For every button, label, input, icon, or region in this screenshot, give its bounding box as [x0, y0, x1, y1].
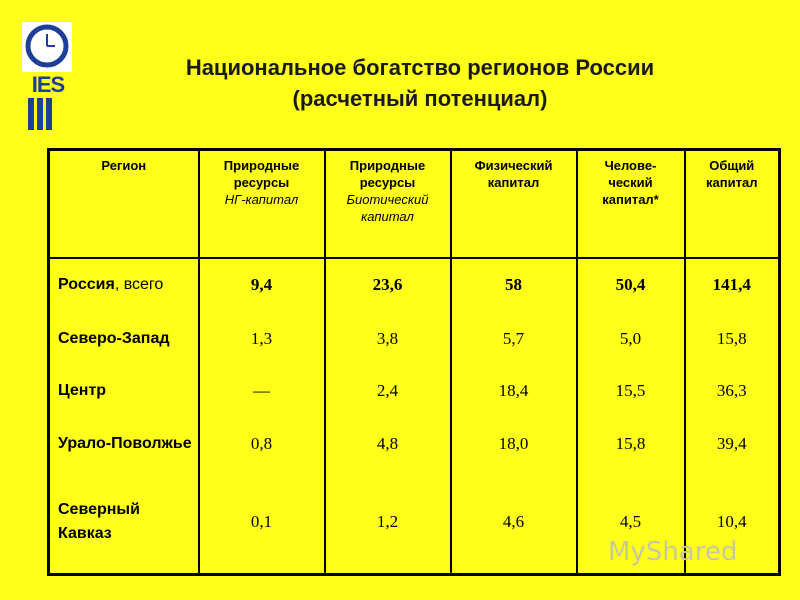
- header-physical: Физический капитал: [451, 150, 577, 258]
- header-region: Регион: [49, 150, 199, 258]
- value-cell: 10,4: [685, 470, 780, 574]
- page-title: [110, 52, 730, 114]
- value-cell: 4,8: [325, 418, 451, 471]
- region-cell: Центр: [58, 382, 107, 400]
- value-cell: 4,6: [451, 470, 577, 574]
- value-cell: 23,6: [325, 258, 451, 313]
- region-cell: Северо-Запад: [58, 329, 170, 347]
- watermark: MyShared: [608, 537, 738, 567]
- value-cell: 15,8: [685, 312, 780, 365]
- table-header-row: [49, 150, 780, 258]
- value-cell: 9,4: [199, 258, 325, 313]
- table-row: [49, 418, 780, 471]
- value-cell: 4,5: [577, 470, 685, 574]
- title-line-2: (расчетный потенциал): [292, 86, 548, 111]
- value-cell: 58: [451, 258, 577, 313]
- value-cell: 39,4: [685, 418, 780, 471]
- value-cell: 0,1: [199, 470, 325, 574]
- value-cell: 3,8: [325, 312, 451, 365]
- value-cell: 0,8: [199, 418, 325, 471]
- table-row: [49, 258, 780, 313]
- value-cell: 18,0: [451, 418, 577, 471]
- value-cell: 5,7: [451, 312, 577, 365]
- table-row: [49, 365, 780, 418]
- value-cell: 5,0: [577, 312, 685, 365]
- title-line-1: Национальное богатство регионов России: [185, 55, 655, 80]
- value-cell: 15,8: [577, 418, 685, 471]
- value-cell: 18,4: [451, 365, 577, 418]
- region-cell: Россия, всего: [58, 276, 164, 294]
- table-row: [49, 312, 780, 365]
- header-natural-bio: Природные ресурсы Биотический капитал: [325, 150, 451, 258]
- region-cell: Северный Кавказ: [58, 500, 140, 542]
- value-cell: 50,4: [577, 258, 685, 313]
- value-cell: 15,5: [577, 365, 685, 418]
- header-total: Общий капитал: [685, 150, 780, 258]
- wealth-table: [47, 148, 781, 576]
- value-cell: —: [199, 365, 325, 418]
- header-natural-ng: Природные ресурсы НГ-капитал: [199, 150, 325, 258]
- logo-text: IES: [31, 72, 65, 97]
- region-cell: Урало-Поволжье: [58, 434, 192, 452]
- header-human: Челове-ческий капитал*: [577, 150, 685, 258]
- value-cell: 36,3: [685, 365, 780, 418]
- logo: [22, 22, 72, 132]
- value-cell: 1,3: [199, 312, 325, 365]
- value-cell: 141,4: [685, 258, 780, 313]
- value-cell: 2,4: [325, 365, 451, 418]
- value-cell: 1,2: [325, 470, 451, 574]
